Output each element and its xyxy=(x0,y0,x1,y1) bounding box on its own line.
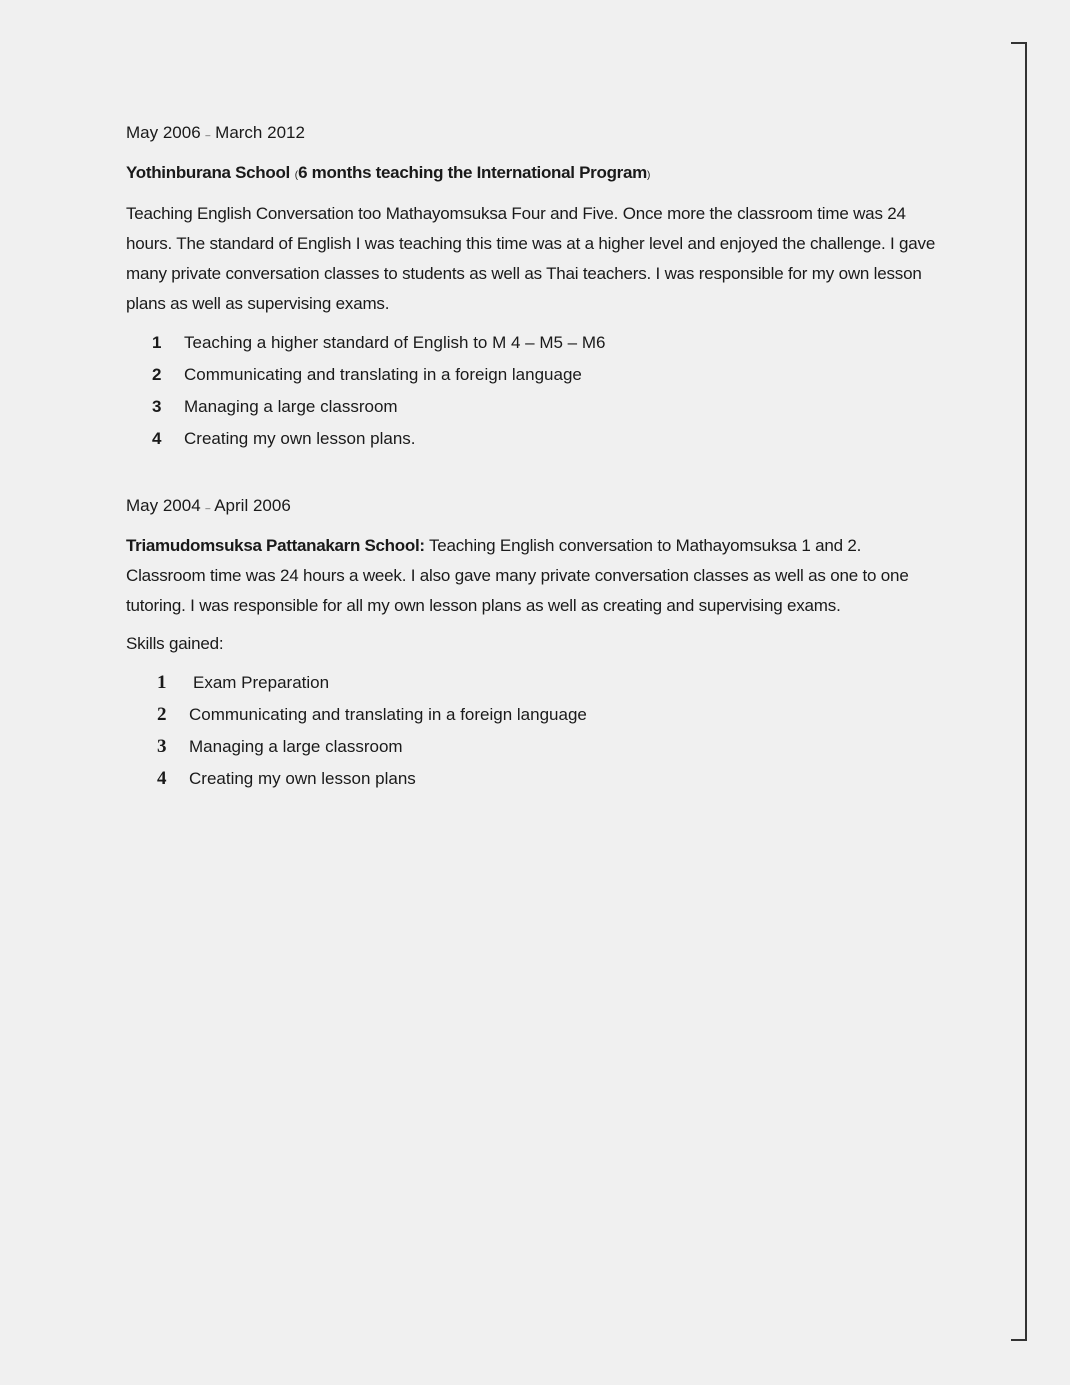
description-text: Teaching English conversation to Mathayomsuksa 1 and 2. Classroom time was 24 hours a week. I also gave many private conversation classes as well as one to one tutoring. I was responsible for all my own lesson plans as well as creating and supervising exams. xyxy=(126,536,909,615)
list-item xyxy=(126,391,936,423)
job-description xyxy=(126,531,936,621)
list-number: 2 xyxy=(152,365,162,384)
list-text: Creating my own lesson plans. xyxy=(184,429,416,448)
list-item xyxy=(126,699,936,731)
date-separator: – xyxy=(205,130,211,140)
list-number: 1 xyxy=(152,333,162,352)
list-number: 1 xyxy=(157,672,167,693)
list-text: Communicating and translating in a foreign language xyxy=(189,705,587,724)
list-number: 3 xyxy=(157,736,167,757)
list-item xyxy=(126,423,936,455)
school-heading xyxy=(126,158,936,191)
list-number: 2 xyxy=(157,704,167,725)
date-separator: – xyxy=(205,503,211,513)
date-end: April 2006 xyxy=(214,496,291,515)
list-text: Teaching a higher standard of English to M 4 – M5 – M6 xyxy=(184,333,606,352)
paren-close: ) xyxy=(646,170,651,181)
list-text: Managing a large classroom xyxy=(184,397,398,416)
date-end: March 2012 xyxy=(215,123,305,142)
list-number: 4 xyxy=(152,429,162,448)
employment-entry-yothinburana xyxy=(126,118,936,455)
skills-label: Skills gained: xyxy=(126,634,224,653)
school-name: Yothinburana School xyxy=(126,163,290,182)
paren-open: ( xyxy=(294,170,299,181)
list-text: Managing a large classroom xyxy=(189,737,403,756)
list-item xyxy=(126,359,936,391)
school-name: Triamudomsuksa Pattanakarn School: xyxy=(126,536,425,555)
skills-list xyxy=(126,327,936,455)
list-text: Exam Preparation xyxy=(193,673,330,692)
list-number: 4 xyxy=(157,768,167,789)
employment-dates xyxy=(126,118,936,150)
list-item xyxy=(126,763,936,795)
list-item xyxy=(126,327,936,359)
date-start: May 2004 xyxy=(126,496,201,515)
employment-entry-triamudomsuksa xyxy=(126,491,936,795)
skills-list xyxy=(126,667,936,795)
job-description: Teaching English Conversation too Mathayomsuksa Four and Five. Once more the classroom time was 24 hours. The standard of English I was teaching this time was at a higher level and enjoyed the challenge. I gave many private conversation classes to students as well as Thai teachers. I was responsible for my own lesson plans as well as supervising exams. xyxy=(126,204,936,313)
document-body xyxy=(126,118,936,795)
page-edge-bracket xyxy=(1011,42,1027,1341)
list-text: Communicating and translating in a foreign language xyxy=(184,365,582,384)
school-note: 6 months teaching the International Program xyxy=(298,163,647,182)
employment-dates xyxy=(126,491,936,523)
list-item xyxy=(126,731,936,763)
date-start: May 2006 xyxy=(126,123,201,142)
list-item xyxy=(126,667,936,699)
list-number: 3 xyxy=(152,397,162,416)
list-text: Creating my own lesson plans xyxy=(189,769,416,788)
